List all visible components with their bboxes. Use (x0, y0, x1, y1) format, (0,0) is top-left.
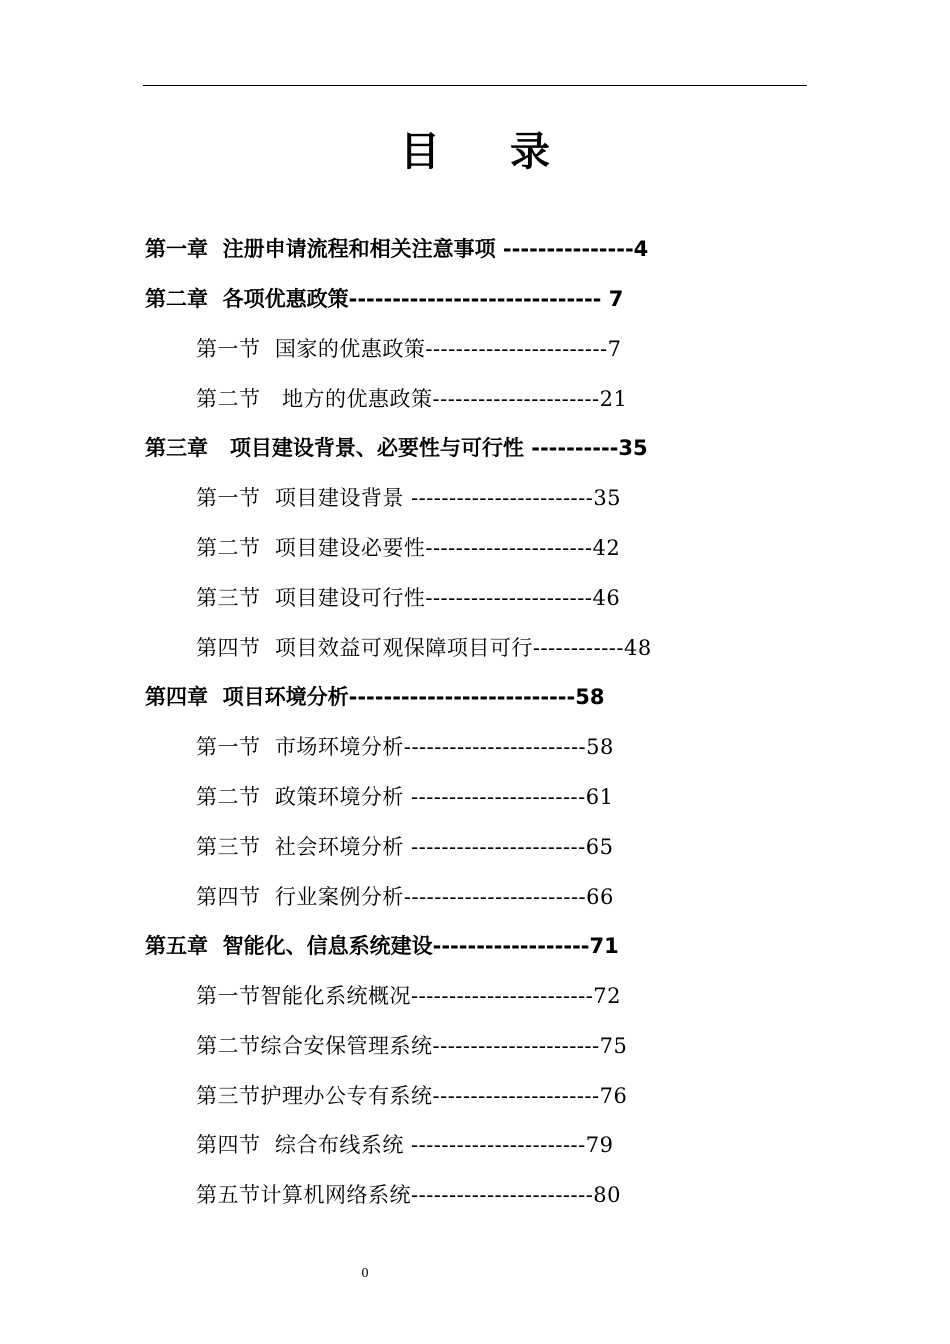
toc-section-5-5[interactable]: 第五节计算机网络系统------------------------80 (196, 1183, 622, 1207)
toc-section-3-4[interactable]: 第四节 项目效益可观保障项目可行------------48 (196, 636, 652, 660)
toc-section-3-2[interactable]: 第二节 项目建设必要性----------------------42 (196, 536, 621, 560)
toc-section-4-1[interactable]: 第一节 市场环境分析------------------------58 (196, 735, 614, 759)
toc-section-5-3[interactable]: 第三节护理办公专有系统----------------------76 (196, 1084, 628, 1108)
page-number: 0 (361, 1266, 369, 1281)
toc-section-2-2[interactable]: 第二节 地方的优惠政策----------------------21 (196, 387, 628, 411)
toc-chapter-1[interactable]: 第一章 注册申请流程和相关注意事项 ---------------4 (145, 237, 649, 261)
toc-section-4-4[interactable]: 第四节 行业案例分析------------------------66 (196, 885, 614, 909)
toc-chapter-3[interactable]: 第三章 项目建设背景、必要性与可行性 ----------35 (145, 436, 648, 460)
toc-section-5-4[interactable]: 第四节 综合布线系统 -----------------------79 (196, 1133, 614, 1157)
toc-section-3-1[interactable]: 第一节 项目建设背景 ------------------------35 (196, 486, 622, 510)
toc-section-2-1[interactable]: 第一节 国家的优惠政策------------------------7 (196, 337, 622, 361)
toc-section-5-1[interactable]: 第一节智能化系统概况------------------------72 (196, 984, 622, 1008)
toc-chapter-5[interactable]: 第五章 智能化、信息系统建设------------------71 (145, 934, 619, 958)
toc-section-3-3[interactable]: 第三节 项目建设可行性----------------------46 (196, 586, 621, 610)
toc-section-5-2[interactable]: 第二节综合安保管理系统----------------------75 (196, 1034, 628, 1058)
toc-chapter-2[interactable]: 第二章 各项优惠政策----------------------------- 7 (145, 287, 624, 311)
toc-chapter-4[interactable]: 第四章 项目环境分析--------------------------58 (145, 685, 605, 709)
toc-section-4-2[interactable]: 第二节 政策环境分析 -----------------------61 (196, 785, 614, 809)
page-title: 目录 (400, 129, 620, 175)
toc-section-4-3[interactable]: 第三节 社会环境分析 -----------------------65 (196, 835, 614, 859)
